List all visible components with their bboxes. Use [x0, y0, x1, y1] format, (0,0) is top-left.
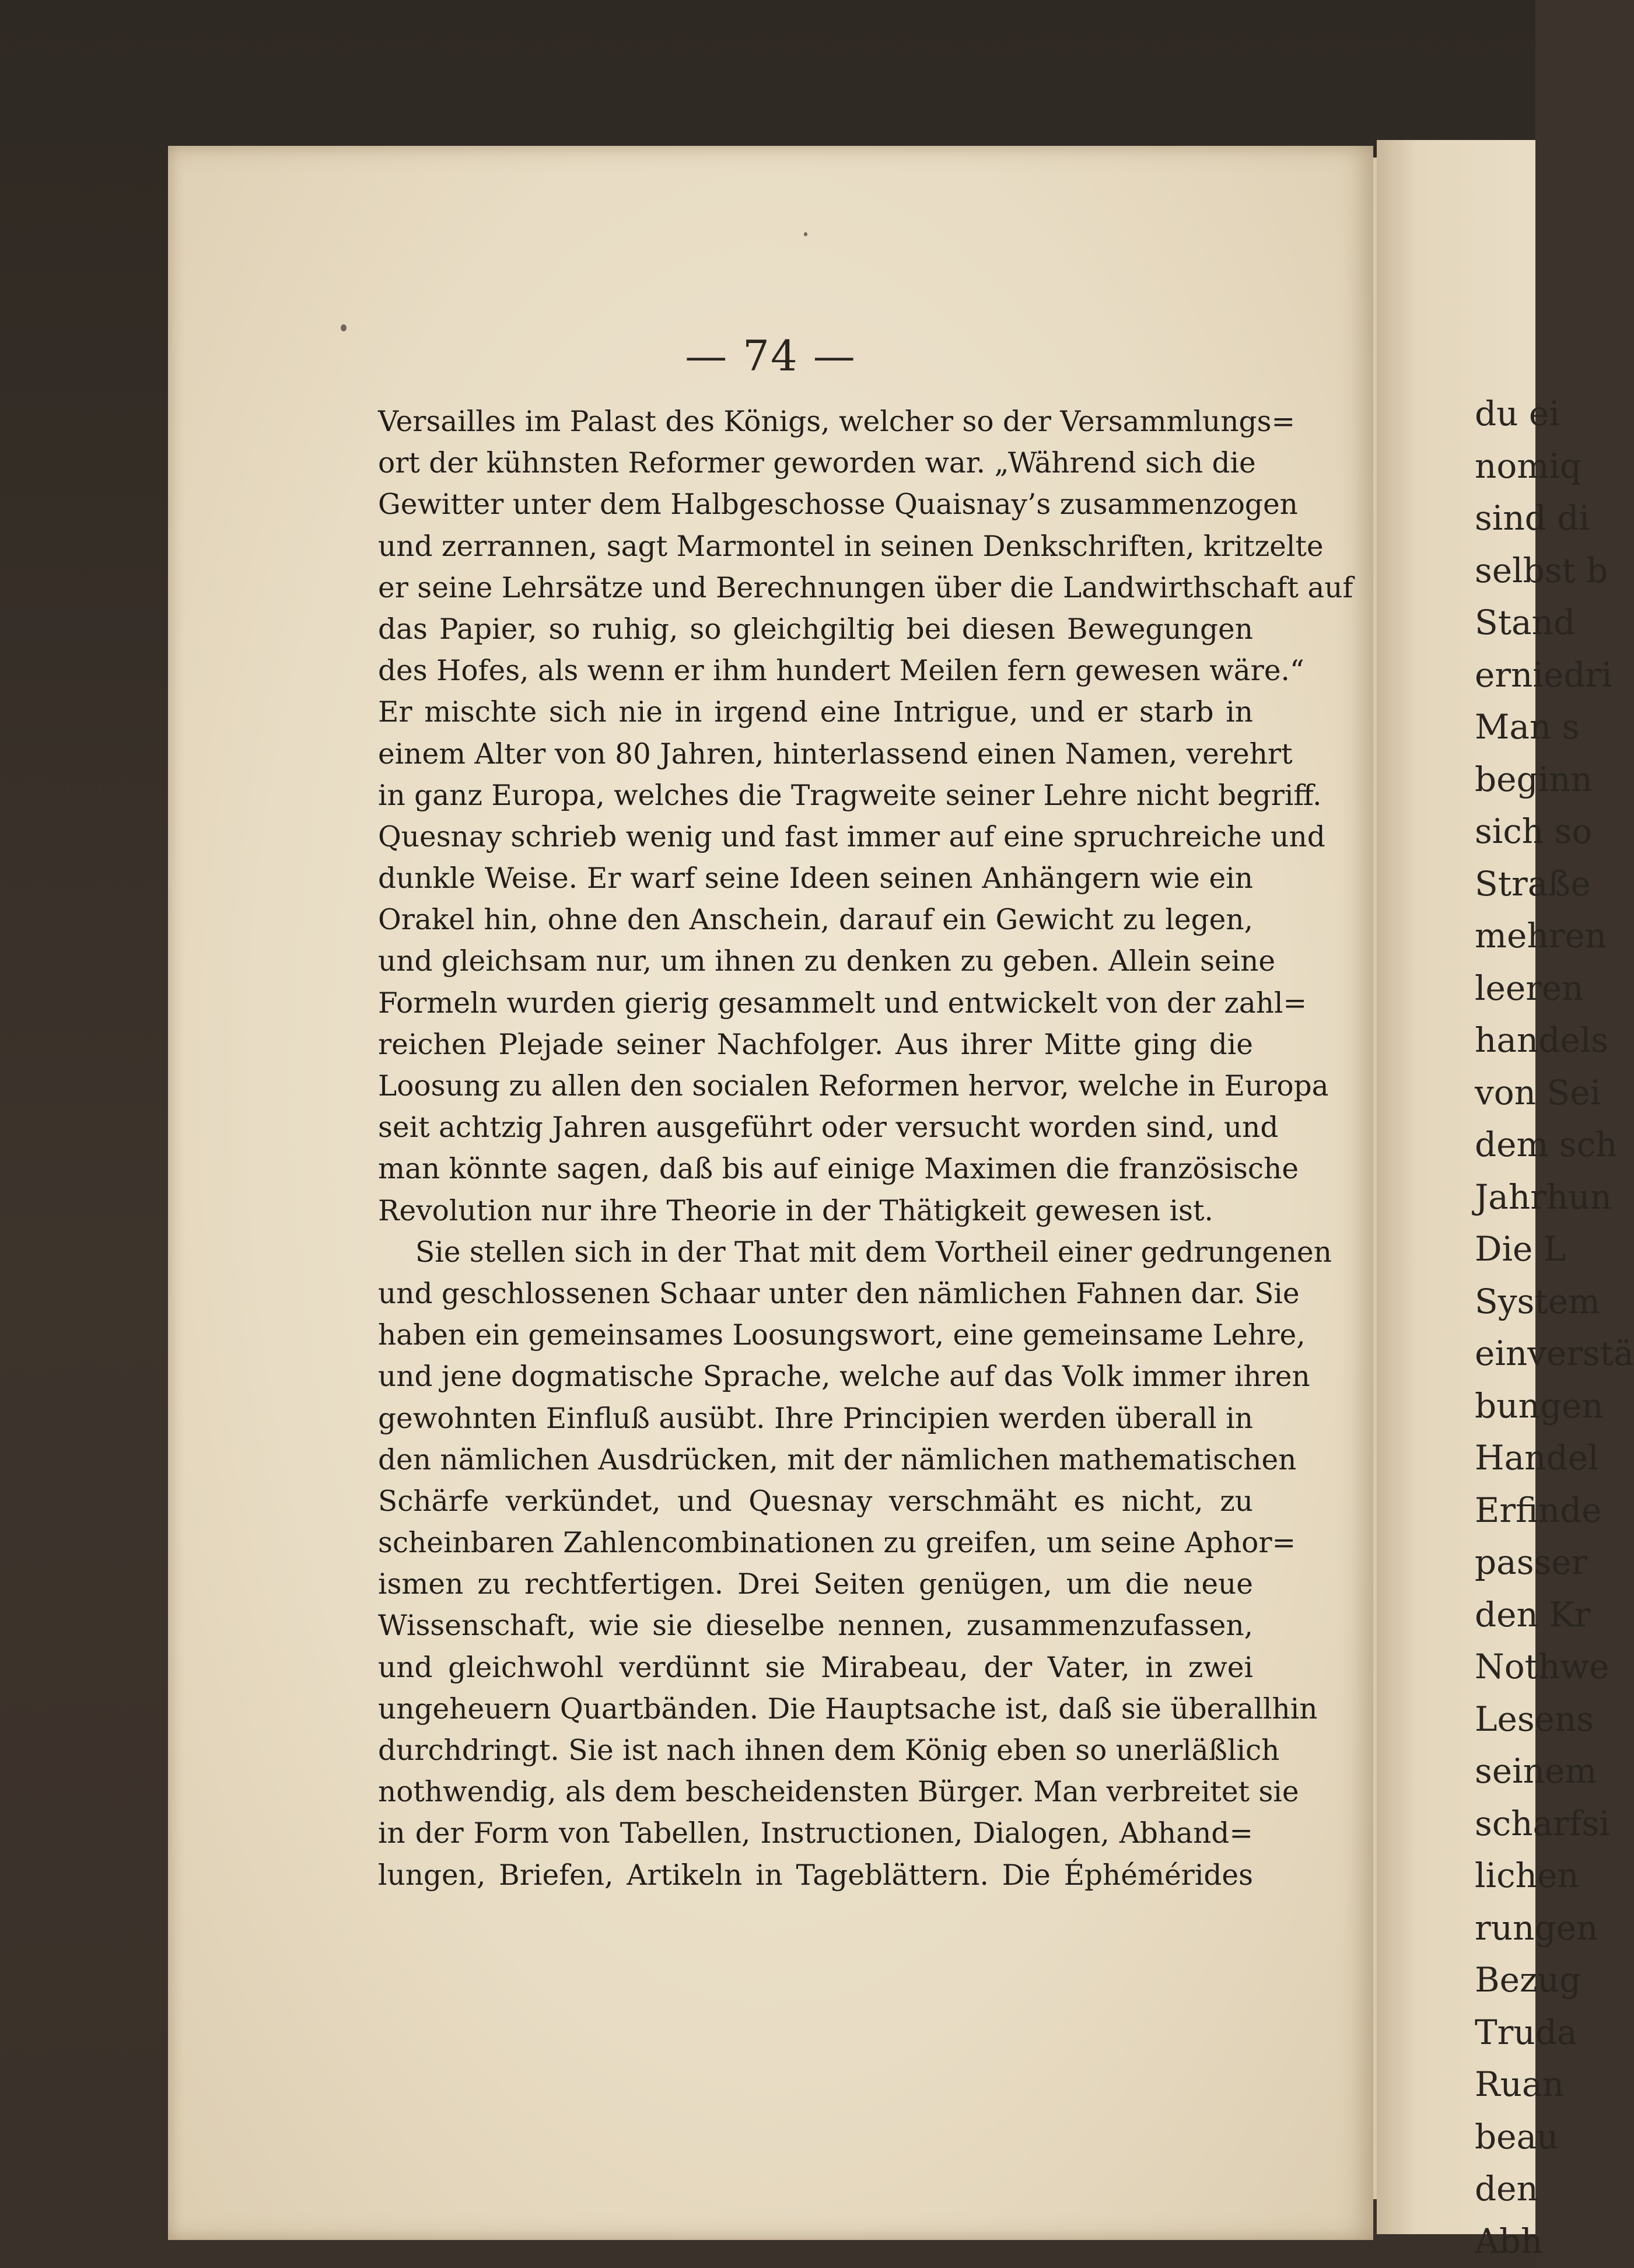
next-page-fragment: System: [1475, 1281, 1600, 1321]
text-line: Formeln wurden gierig gesammelt und entwickelt von der zahl=: [378, 986, 1307, 1020]
next-page-fragment: sich so: [1475, 811, 1593, 851]
next-page-fragment: handels: [1475, 1020, 1609, 1060]
text-line: gewohnten Einfluß ausübt. Ihre Principien werden überall in: [378, 1402, 1253, 1435]
next-page-fragment: von Sei: [1475, 1072, 1601, 1112]
text-line: und gleichwohl verdünnt sie Mirabeau, der Vater, in zwei: [378, 1651, 1253, 1684]
text-line: in ganz Europa, welches die Tragweite seiner Lehre nicht begriff.: [378, 779, 1322, 812]
next-page-fragment: Abh: [1475, 2221, 1543, 2261]
text-line: ort der kühnsten Reformer geworden war. „Während sich die: [378, 447, 1256, 480]
text-line: Sie stellen sich in der That mit dem Vortheil einer gedrungenen: [415, 1236, 1332, 1269]
text-line: in der Form von Tabellen, Instructionen, Dialogen, Abhand=: [378, 1817, 1253, 1850]
next-page-fragment: nomiq: [1475, 446, 1581, 486]
next-page-fragment: mehren: [1475, 916, 1607, 956]
next-page-fragment: lichen: [1475, 1856, 1579, 1895]
next-page-fragment: Die L: [1475, 1229, 1566, 1269]
next-page-fragment: sind di: [1475, 498, 1590, 538]
text-line: Er mischte sich nie in irgend eine Intrigue, und er starb in: [378, 696, 1253, 729]
next-page-fragment: beau: [1475, 2116, 1559, 2157]
text-line: durchdringt. Sie ist nach ihnen dem König eben so unerläßlich: [378, 1734, 1280, 1767]
text-line: und jene dogmatische Sprache, welche auf das Volk immer ihren: [378, 1360, 1310, 1394]
text-line: Orakel hin, ohne den Anschein, darauf ein Gewicht zu legen,: [378, 904, 1253, 937]
next-page-fragment: einverstä: [1475, 1334, 1634, 1373]
next-page-fragment: Bezug: [1475, 1960, 1581, 2000]
text-line: reichen Plejade seiner Nachfolger. Aus ihrer Mitte ging die: [378, 1028, 1253, 1061]
text-line: und zerrannen, sagt Marmontel in seinen Denkschriften, kritzelte: [378, 530, 1324, 563]
next-page-fragment: scharfsi: [1475, 1803, 1610, 1843]
text-line: Quesnay schrieb wenig und fast immer auf eine spruchreiche und: [378, 820, 1325, 853]
text-line: Versailles im Palast des Königs, welcher so der Versammlungs=: [378, 405, 1296, 438]
text-line: man könnte sagen, daß bis auf einige Maximen die französische: [378, 1153, 1299, 1186]
text-line: Wissenschaft, wie sie dieselbe nennen, zusammenzufassen,: [378, 1609, 1253, 1643]
text-line: dunkle Weise. Er warf seine Ideen seinen Anhängern wie ein: [378, 862, 1253, 895]
next-page-fragment: passer: [1475, 1542, 1588, 1582]
text-line: Gewitter unter dem Halbgeschosse Quaisnay’s zusammenzogen: [378, 488, 1298, 522]
text-line: ismen zu rechtfertigen. Drei Seiten genügen, um die neue: [378, 1568, 1253, 1601]
text-line: Schärfe verkündet, und Quesnay verschmäht es nicht, zu: [378, 1485, 1253, 1518]
next-page-fragment: Straße: [1475, 863, 1591, 904]
foxing-spot: [341, 324, 347, 331]
next-page-fragment: leeren: [1475, 968, 1584, 1008]
next-page-fragment: Ruan: [1475, 2064, 1564, 2104]
text-line: Loosung zu allen den socialen Reformen hervor, welche in Europa: [378, 1070, 1329, 1102]
text-line: haben ein gemeinsames Loosungswort, eine gemeinsame Lehre,: [378, 1319, 1306, 1352]
next-page-fragment: bungen: [1475, 1385, 1604, 1426]
next-page-fragment: selbst b: [1475, 550, 1608, 590]
next-page-fragment: den: [1475, 2169, 1538, 2208]
next-page-fragment: du ei: [1475, 394, 1560, 433]
next-page-fragment: Man s: [1475, 707, 1580, 747]
page-number: — 74 —: [685, 331, 856, 380]
text-line: das Papier, so ruhig, so gleichgiltig bei diesen Bewegungen: [378, 612, 1253, 646]
next-page-fragment: rungen: [1475, 1908, 1598, 1948]
next-page-fragment: Truda: [1475, 2012, 1577, 2052]
foxing-spot: [804, 232, 807, 236]
next-page-fragment: dem sch: [1475, 1125, 1618, 1164]
text-line: ungeheuern Quartbänden. Die Hauptsache ist, daß sie überallhin: [378, 1692, 1318, 1726]
next-page-fragment: Handel: [1475, 1438, 1599, 1478]
text-line: Revolution nur ihre Theorie in der Thätigkeit gewesen ist.: [378, 1194, 1213, 1227]
text-line: des Hofes, als wenn er ihm hundert Meilen fern gewesen wäre.“: [378, 654, 1304, 688]
next-page-fragment: beginn: [1475, 759, 1593, 799]
next-page-fragment: Nothwe: [1475, 1647, 1609, 1686]
next-page-fragment: erniedri: [1475, 654, 1612, 695]
text-line: einem Alter von 80 Jahren, hinterlassend einen Namen, verehrt: [378, 737, 1293, 771]
text-line: scheinbaren Zahlencombinationen zu greifen, um seine Aphor=: [378, 1527, 1296, 1560]
text-line: lungen, Briefen, Artikeln in Tageblättern. Die Éphémérides: [378, 1859, 1253, 1892]
next-page-fragment: Erfinde: [1475, 1490, 1602, 1530]
next-page-fragment: Lesens: [1475, 1699, 1594, 1739]
text-line: und gleichsam nur, um ihnen zu denken zu geben. Allein seine: [378, 945, 1276, 978]
text-line: den nämlichen Ausdrücken, mit der nämlichen mathematischen: [378, 1443, 1297, 1476]
next-page-fragment: Jahrhun: [1475, 1177, 1612, 1217]
next-page-fragment: seinem: [1475, 1751, 1597, 1791]
text-line: er seine Lehrsätze und Berechnungen über die Landwirthschaft auf: [378, 571, 1353, 604]
text-line: und geschlossenen Schaar unter den nämlichen Fahnen dar. Sie: [378, 1277, 1300, 1310]
next-page-fragment: den Kr: [1475, 1594, 1591, 1634]
body-text: [378, 401, 1353, 1896]
next-page: [1377, 140, 1634, 2261]
text-line: seit achtzig Jahren ausgeführt oder versucht worden sind, und: [378, 1111, 1279, 1144]
text-line: nothwendig, als dem bescheidensten Bürger. Man verbreitet sie: [378, 1776, 1299, 1809]
next-page-fragment: Stand: [1475, 603, 1576, 642]
book-page: [168, 146, 1373, 2240]
